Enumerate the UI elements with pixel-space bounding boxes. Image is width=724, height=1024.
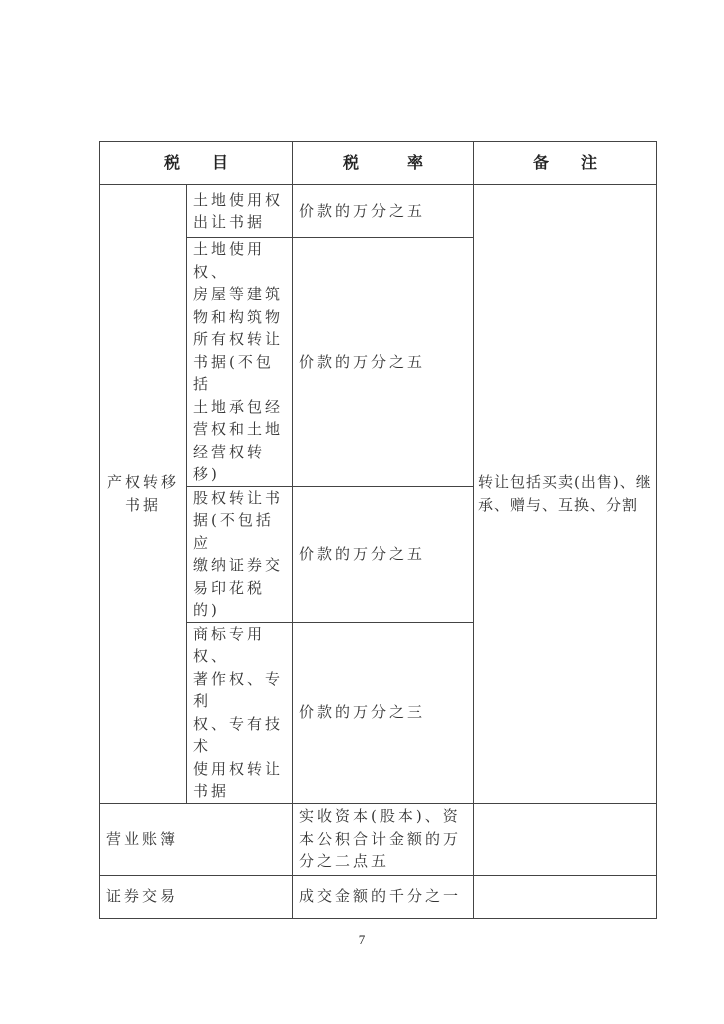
header-rate: 税 率: [293, 142, 474, 185]
securities-rate: 成交金额的千分之一: [293, 875, 474, 918]
item-cell: 股权转让书 据(不包括应 缴纳证券交 易印花税的): [187, 486, 293, 622]
item-cell: 土地使用权 出让书据: [187, 185, 293, 238]
business-books-note: [474, 803, 657, 875]
business-books-item: 营业账簿: [100, 803, 293, 875]
table-header-row: [100, 142, 657, 185]
header-note: 备 注: [474, 142, 657, 185]
property-transfer-label: 产权转移 书据: [100, 185, 187, 804]
table-row: [100, 185, 657, 238]
rate-cell: 价款的万分之五: [293, 486, 474, 622]
page-number: 7: [358, 932, 366, 947]
tax-rate-table: [99, 141, 657, 919]
header-item: 税 目: [100, 142, 293, 185]
item-cell: 土地使用权、 房屋等建筑 物和构筑物 所有权转让 书据(不包括 土地承包经 营权和土地 经营权转移): [187, 238, 293, 487]
securities-note: [474, 875, 657, 918]
item-cell: 商标专用权、 著作权、专利 权、专有技术 使用权转让 书据: [187, 622, 293, 803]
securities-item: 证券交易: [100, 875, 293, 918]
table-row: [100, 875, 657, 918]
rate-cell: 价款的万分之三: [293, 622, 474, 803]
rate-cell: 价款的万分之五: [293, 238, 474, 487]
table-row: [100, 803, 657, 875]
business-books-rate: 实收资本(股本)、资本公积合计金额的万分之二点五: [293, 803, 474, 875]
rate-cell: 价款的万分之五: [293, 185, 474, 238]
property-transfer-note: 转让包括买卖(出售)、继承、赠与、互换、分割: [474, 185, 657, 804]
